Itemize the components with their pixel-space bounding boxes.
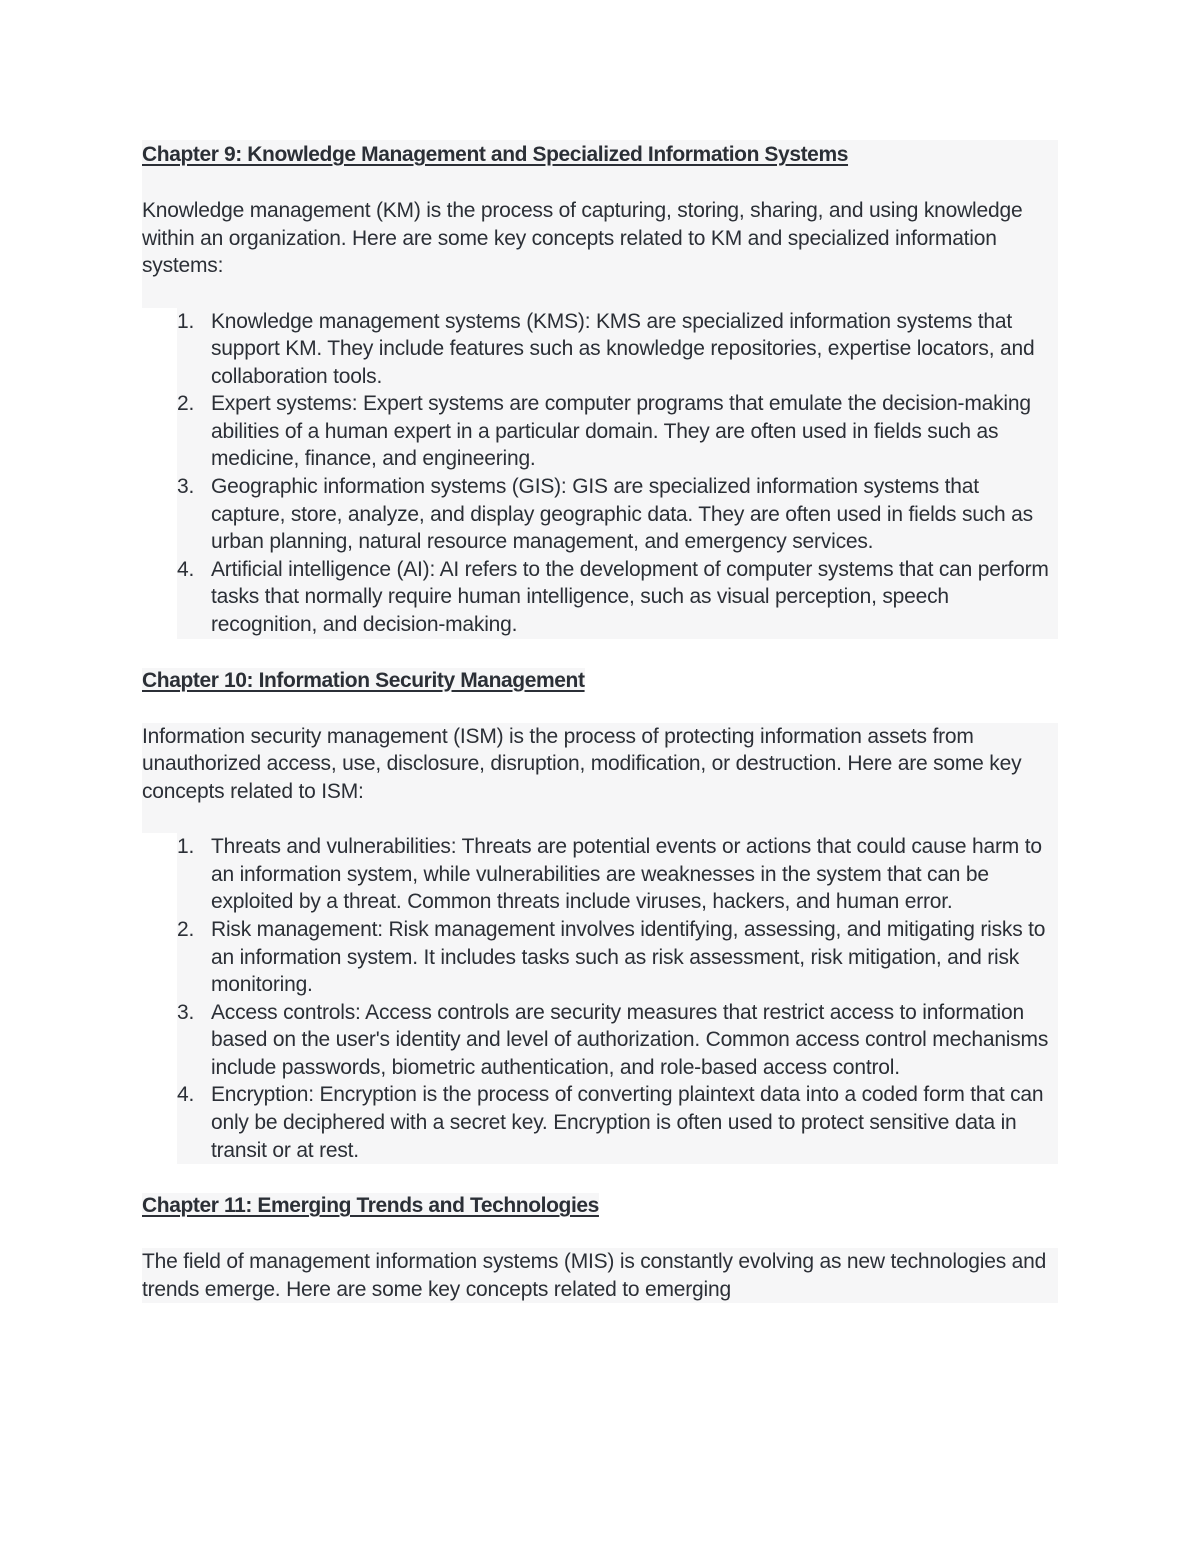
list-item-text: Access controls: Access controls are security measures that restrict access to information based on the user's identity and level of authorization. Common access control mechanisms include passwords, biometric authentication, and role-based access control. — [211, 1000, 1049, 1079]
list-number: 3. — [177, 475, 195, 499]
list-item-text: Threats and vulnerabilities: Threats are potential events or actions that could cause harm to an information system, while vulnerabilities are weaknesses in the system that can be exploited by a threat. Common threats include viruses, hackers, and human error. — [211, 835, 1042, 914]
chapter-11-section — [142, 1248, 1058, 1303]
chapter-9-section — [142, 140, 1058, 308]
chapter-10-list-block — [177, 833, 1058, 1164]
list-item — [177, 556, 1058, 639]
numbered-list — [177, 833, 1058, 1164]
chapter-intro: Information security management (ISM) is the process of protecting information assets from unauthorized access, use, disclosure, disruption, modification, or destruction. Here are some key concepts related to ISM: — [142, 724, 1022, 803]
list-number: 1. — [177, 835, 195, 859]
chapter-10-heading-wrap — [142, 667, 1058, 695]
list-item — [177, 308, 1058, 391]
list-item — [177, 833, 1058, 916]
list-item-text: Expert systems: Expert systems are computer programs that emulate the decision-making abilities of a human expert in a particular domain. They are often used in fields such as medicine, finance, and engineering. — [211, 392, 1031, 471]
document-page — [142, 140, 1058, 1396]
list-item — [177, 916, 1058, 999]
chapter-9-list-block — [177, 308, 1058, 639]
list-number: 4. — [177, 557, 195, 581]
chapter-heading: Chapter 11: Emerging Trends and Technologies — [142, 1194, 599, 1218]
list-number: 3. — [177, 1000, 195, 1024]
chapter-heading: Chapter 10: Information Security Management — [142, 668, 585, 692]
list-number: 4. — [177, 1083, 195, 1107]
list-item-text: Knowledge management systems (KMS): KMS are specialized information systems that support KM. They include features such as knowledge repositories, expertise locators, and collaboration tools. — [211, 309, 1035, 388]
list-number: 2. — [177, 392, 195, 416]
list-number: 1. — [177, 309, 195, 333]
numbered-list — [177, 308, 1058, 639]
chapter-10-section — [142, 723, 1058, 834]
list-item-text: Risk management: Risk management involves identifying, assessing, and mitigating risks to an information system. It includes tasks such as risk assessment, risk mitigation, and risk monitoring. — [211, 917, 1046, 997]
list-item — [177, 473, 1058, 556]
chapter-11-heading-wrap — [142, 1192, 1058, 1220]
list-item — [177, 999, 1058, 1082]
list-number: 2. — [177, 917, 195, 941]
chapter-intro: The field of management information systems (MIS) is constantly evolving as new technologies and trends emerge. Here are some key concepts related to emerging — [142, 1250, 1047, 1301]
list-item-text: Geographic information systems (GIS): GIS are specialized information systems that capture, store, analyze, and display geographic data. They are often used in fields such as urban planning, natural resource management, and emergency services. — [211, 475, 1033, 554]
chapter-intro: Knowledge management (KM) is the process of capturing, storing, sharing, and using knowledge within an organization. Here are some key concepts related to KM and specialized information systems: — [142, 199, 1023, 277]
chapter-heading: Chapter 9: Knowledge Management and Specialized Information Systems — [142, 143, 849, 166]
list-item-text: Artificial intelligence (AI): AI refers to the development of computer systems that can perform tasks that normally require human intelligence, such as visual perception, speech recognition, and decision-making. — [211, 557, 1049, 637]
list-item-text: Encryption: Encryption is the process of converting plaintext data into a coded form that can only be deciphered with a secret key. Encryption is often used to protect sensitive data in transit or at rest. — [211, 1083, 1044, 1162]
list-item — [177, 390, 1058, 473]
list-item — [177, 1081, 1058, 1164]
